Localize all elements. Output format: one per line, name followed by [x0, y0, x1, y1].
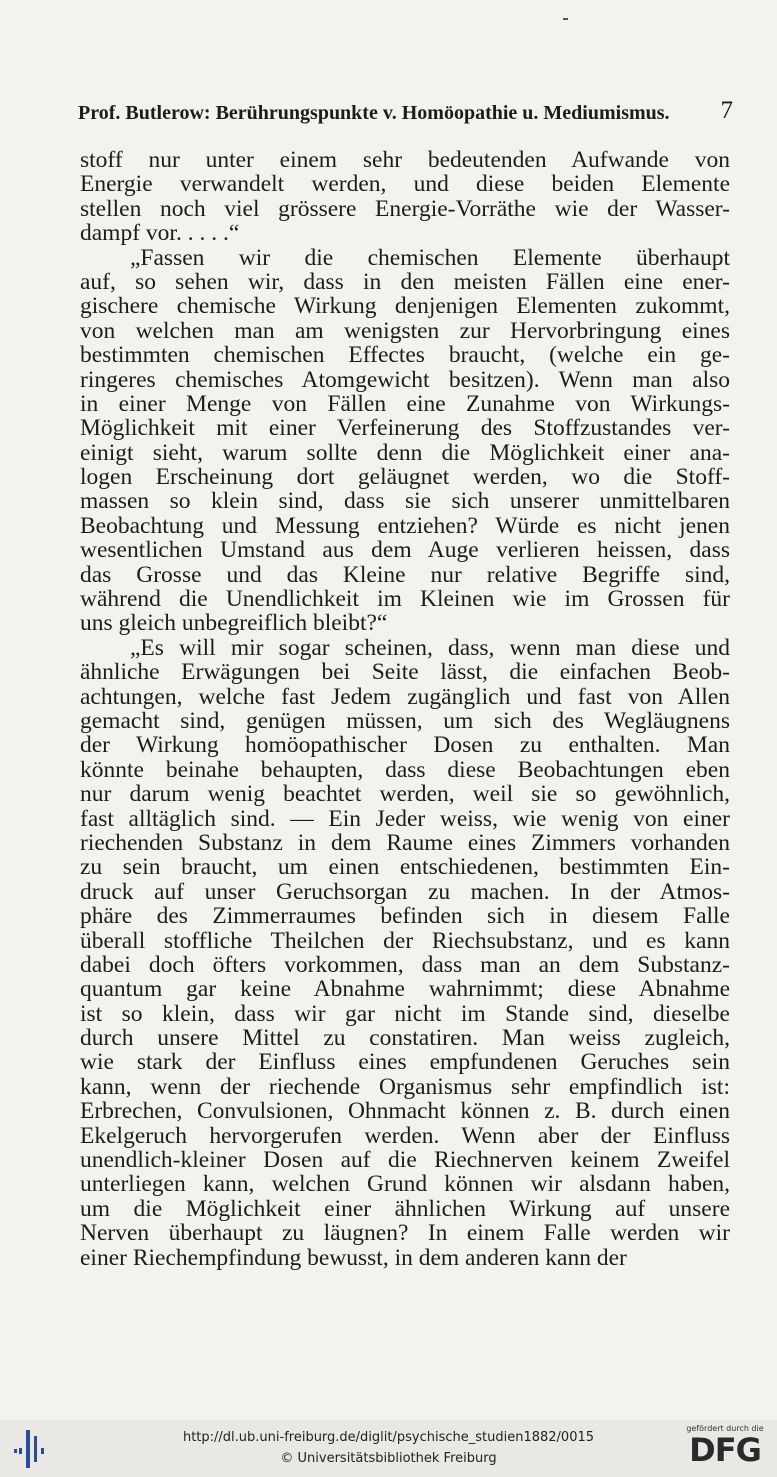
text-line: „Es will mir sogar scheinen, dass, wenn man diese und [130, 634, 730, 661]
text-line: Energie verwandelt werden, und diese beiden Elemente [80, 171, 730, 198]
dfg-note: gefördert durch die [686, 1424, 764, 1433]
copyright-notice: © Universitätsbibliothek Freiburg [280, 1451, 497, 1466]
text-line: Nerven überhaupt zu läugnen? In einem Falle werden wir [80, 1220, 730, 1247]
text-line: logen Erscheinung dort geläugnet werden, wo die Stoff- [80, 464, 730, 491]
text-line: Beobachtung und Messung entziehen? Würde es nicht jenen [80, 512, 730, 539]
text-line: während die Unendlichkeit im Kleinen wie im Grossen für [80, 586, 730, 613]
text-line: ist so klein, dass wir gar nicht im Stande sind, dieselbe [80, 1000, 730, 1027]
text-line: ähnliche Erwägungen bei Seite lässt, die einfachen Beob- [80, 659, 730, 686]
text-line: stellen noch viel grössere Energie-Vorräthe wie der Wasser- [80, 195, 730, 222]
text-line: zu sein braucht, um einen entschiedenen, bestimmten Ein- [80, 854, 730, 881]
text-line: Ekelgeruch hervorgerufen werden. Wenn aber der Einfluss [80, 1122, 730, 1149]
text-line: gemacht sind, genügen müssen, um sich des Wegläugnens [80, 707, 730, 734]
text-line: überall stoffliche Theilchen der Riechsubstanz, und es kann [80, 927, 730, 954]
text-line: ringeres chemisches Atomgewicht besitzen). Wenn man also [80, 366, 730, 393]
page-number: 7 [720, 97, 733, 124]
scan-mark [563, 18, 568, 20]
text-line: einigt sieht, warum sollte denn die Möglichkeit einer ana- [80, 439, 730, 466]
text-line: stoff nur unter einem sehr bedeutenden Aufwande von [80, 147, 730, 173]
text-line: dabei doch öfters vorkommen, dass man an dem Substanz- [80, 951, 730, 978]
text-line: wesentlichen Umstand aus dem Auge verlieren heissen, dass [80, 537, 730, 564]
text-line: gischere chemische Wirkung denjenigen Elementen zukommt, [80, 293, 730, 320]
header-title: Prof. Butlerow: Berührungspunkte v. Homöopathie u. Mediumismus. [78, 102, 670, 124]
text-line: dampf vor. . . . .“ [80, 220, 240, 247]
text-line: wie stark der Einfluss eines empfundenen Geruches sein [80, 1049, 730, 1076]
footer-bar [0, 1420, 777, 1477]
text-line: durch unsere Mittel zu constatiren. Man weiss zugleich, [80, 1025, 730, 1052]
text-line: Erbrechen, Convulsionen, Ohnmacht können z. B. durch einen [80, 1098, 730, 1125]
text-line: achtungen, welche fast Jedem zugänglich und fast von Allen [80, 683, 730, 710]
dfg-wordmark: DFG [689, 1431, 761, 1469]
text-line: uns gleich unbegreiflich bleibt?“ [80, 610, 388, 637]
text-line: um die Möglichkeit einer ähnlichen Wirkung auf unsere [80, 1195, 730, 1222]
digital-copy-link[interactable]: http://dl.ub.uni-freiburg.de/diglit/psychische_studien1882/0015 [182, 1430, 595, 1445]
body-text [80, 148, 730, 1270]
text-line: unendlich-kleiner Dosen auf die Riechnerven keinem Zweifel [80, 1147, 730, 1174]
text-line: bestimmten chemischen Effectes braucht, (welche ein ge- [80, 342, 730, 369]
text-line: quantum gar keine Abnahme wahrnimmt; diese Abnahme [80, 976, 730, 1003]
text-line: unterliegen kann, welchen Grund können wir alsdann haben, [80, 1171, 730, 1198]
text-line: von welchen man am wenigsten zur Hervorbringung eines [80, 317, 730, 344]
text-line: phäre des Zimmerraumes befinden sich in diesem Falle [80, 903, 730, 930]
dfg-logo [683, 1424, 767, 1467]
text-line: druck auf unser Geruchsorgan zu machen. In der Atmos- [80, 878, 730, 905]
text-line: könnte beinahe behaupten, dass diese Beobachtungen eben [80, 756, 730, 783]
text-line: der Wirkung homöopathischer Dosen zu enthalten. Man [80, 732, 730, 759]
text-line: das Grosse und das Kleine nur relative Begriffe sind, [80, 561, 730, 588]
text-line: massen so klein sind, dass sie sich unserer unmittelbaren [80, 488, 730, 515]
text-line: einer Riechempfindung bewusst, in dem anderen kann der [80, 1244, 627, 1271]
text-line: Möglichkeit mit einer Verfeinerung des Stoffzustandes ver- [80, 415, 730, 442]
text-line: in einer Menge von Fällen eine Zunahme von Wirkungs- [80, 390, 730, 417]
text-line: riechenden Substanz in dem Raume eines Zimmers vorhanden [80, 829, 730, 856]
text-line: kann, wenn der riechende Organismus sehr empfindlich ist: [80, 1073, 730, 1100]
text-line: „Fassen wir die chemischen Elemente überhaupt [130, 244, 730, 271]
text-line: fast alltäglich sind. — Ein Jeder weiss, wie wenig von einer [80, 805, 730, 832]
text-line: auf, so sehen wir, dass in den meisten Fällen eine ener- [80, 268, 730, 295]
text-line: nur darum wenig beachtet werden, weil sie so gewöhnlich, [80, 781, 730, 808]
